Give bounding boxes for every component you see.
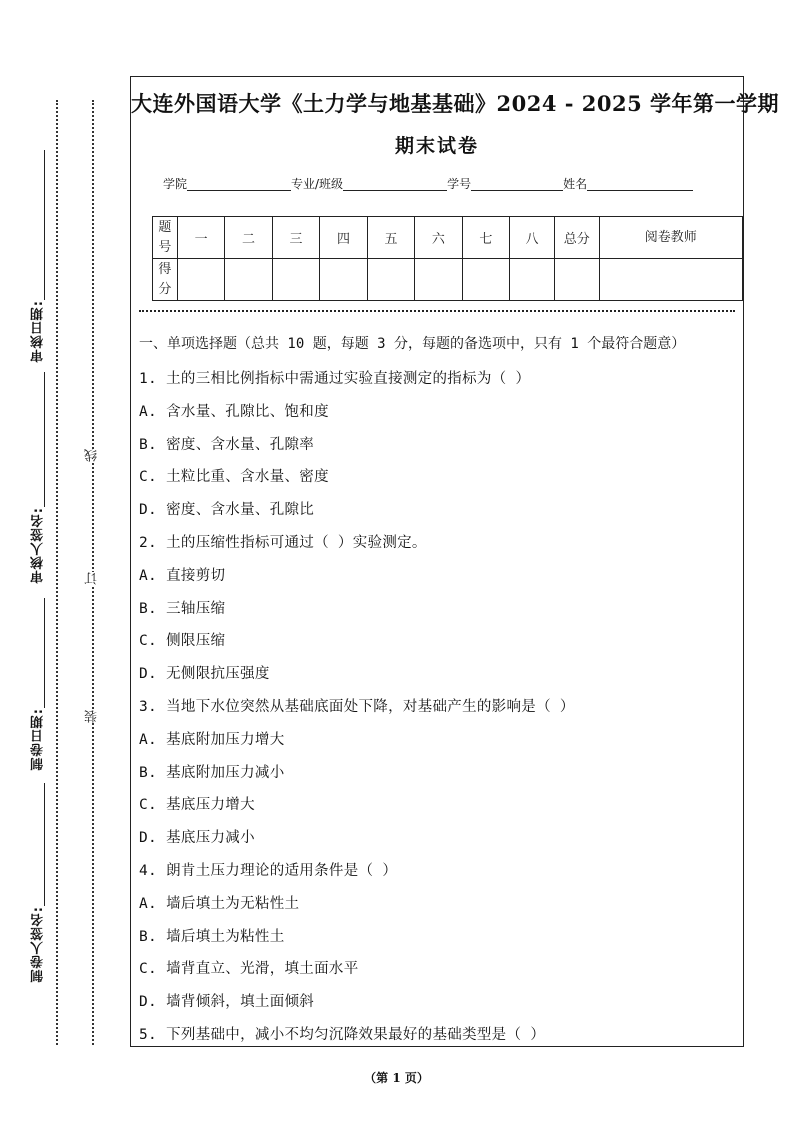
q1-option-a: A. 含水量、孔隙比、饱和度	[139, 404, 329, 420]
question-number-header: 题号	[153, 217, 178, 259]
student-id-label: 学号	[447, 177, 472, 191]
exam-title: 大连外国语大学《土力学与地基基础》2024 - 2025 学年第一学期	[131, 91, 780, 116]
outer-dotted-line	[56, 100, 58, 1045]
score-cell-8[interactable]	[510, 259, 555, 301]
q1-option-d: D. 密度、含水量、孔隙比	[139, 502, 315, 518]
major-class-label: 专业/班级	[291, 177, 344, 191]
maker-signature-line	[44, 783, 45, 906]
score-table	[152, 216, 743, 301]
binding-install-char: 装	[85, 710, 100, 723]
col-header-total: 总分	[554, 217, 599, 259]
score-cell-1[interactable]	[177, 259, 224, 301]
score-table-header-row	[153, 217, 743, 259]
section-heading: 一、单项选择题（总共 10 题，每题 3 分，每题的备选项中，只有 1 个最符合题意）	[139, 336, 686, 352]
q2-option-b: B. 三轴压缩	[139, 601, 226, 617]
score-cell-5[interactable]	[367, 259, 414, 301]
col-header-1: 一	[177, 217, 224, 259]
q4-option-c: C. 墙背直立、光滑，填土面水平	[139, 961, 359, 977]
q4-option-d: D. 墙背倾斜，填土面倾斜	[139, 994, 315, 1010]
question-4: 4. 朗肯土压力理论的适用条件是（ ）	[139, 863, 398, 879]
major-class-field[interactable]	[343, 178, 447, 191]
score-cell-4[interactable]	[320, 259, 367, 301]
student-id-field[interactable]	[471, 178, 563, 191]
question-2: 2. 土的压缩性指标可通过（ ）实验测定。	[139, 535, 427, 551]
q3-option-c: C. 基底压力增大	[139, 797, 255, 813]
college-label: 学院	[163, 177, 188, 191]
page-number: （第 1 页）	[364, 1071, 429, 1085]
exam-subtitle: 期末试卷	[394, 135, 479, 157]
score-cell-2[interactable]	[225, 259, 272, 301]
score-header: 得分	[153, 259, 178, 301]
q3-option-d: D. 基底压力减小	[139, 830, 255, 846]
reviewer-signature-line	[44, 372, 45, 507]
dotted-separator	[139, 310, 735, 312]
q2-option-a: A. 直接剪切	[139, 568, 226, 584]
score-cell-grader[interactable]	[599, 259, 742, 301]
question-3: 3. 当地下水位突然从基础底面处下降，对基础产生的影响是（ ）	[139, 699, 575, 715]
q4-option-b: B. 墙后填土为粘性土	[139, 929, 285, 945]
reviewer-date-line	[44, 150, 45, 300]
q3-option-b: B. 基底附加压力减小	[139, 765, 285, 781]
q2-option-d: D. 无侧限抗压强度	[139, 666, 270, 682]
score-cell-6[interactable]	[415, 259, 462, 301]
score-cell-7[interactable]	[462, 259, 509, 301]
binding-staple-char: 订	[85, 572, 100, 585]
col-header-2: 二	[225, 217, 272, 259]
question-1: 1. 土的三相比例指标中需通过实验直接测定的指标为（ ）	[139, 371, 531, 387]
maker-date-label: 制卷日期:	[31, 708, 46, 771]
name-label: 姓名	[563, 177, 588, 191]
q3-option-a: A. 基底附加压力增大	[139, 732, 285, 748]
student-info-line	[163, 175, 693, 192]
reviewer-date-label: 审核日期:	[31, 300, 46, 363]
question-5: 5. 下列基础中，减小不均匀沉降效果最好的基础类型是（ ）	[139, 1027, 546, 1043]
name-field[interactable]	[587, 178, 693, 191]
college-field[interactable]	[187, 178, 291, 191]
q1-option-c: C. 土粒比重、含水量、密度	[139, 469, 329, 485]
q1-option-b: B. 密度、含水量、孔隙率	[139, 437, 315, 453]
binding-line-char: 线	[85, 449, 100, 462]
exam-frame	[130, 76, 780, 1047]
q2-option-c: C. 侧限压缩	[139, 633, 226, 649]
maker-signature-label: 制卷人签名:	[31, 906, 46, 983]
col-header-8: 八	[510, 217, 555, 259]
reviewer-signature-label: 审核人签名:	[31, 507, 46, 584]
col-header-6: 六	[415, 217, 462, 259]
score-table-score-row	[153, 259, 743, 301]
col-header-3: 三	[272, 217, 319, 259]
score-cell-3[interactable]	[272, 259, 319, 301]
maker-date-line	[44, 598, 45, 708]
col-header-4: 四	[320, 217, 367, 259]
q4-option-a: A. 墙后填土为无粘性土	[139, 896, 300, 912]
col-header-7: 七	[462, 217, 509, 259]
col-header-grader: 阅卷教师	[599, 217, 742, 259]
score-cell-total[interactable]	[554, 259, 599, 301]
col-header-5: 五	[367, 217, 414, 259]
